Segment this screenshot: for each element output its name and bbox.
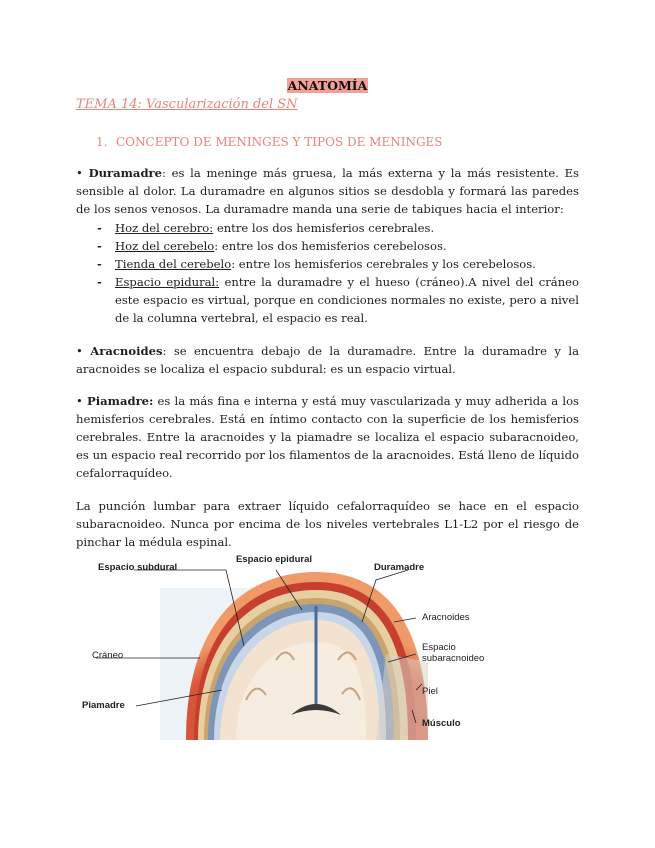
list-item: - Hoz del cerebelo: entre los dos hemisferios cerebelosos. — [96, 237, 579, 255]
label-aracnoides: Aracnoides — [422, 612, 470, 623]
meninges-diagram — [76, 550, 516, 740]
label-piamadre: Piamadre — [82, 700, 125, 711]
page-title: ANATOMÍA — [287, 78, 368, 93]
list-item: - Espacio epidural: entre la duramadre y el hueso (cráneo).A nivel del cráneo este espacio es virtual, porque en condiciones normales no existe, pero a nivel de la columna vertebral, el espacio es real. — [96, 273, 579, 327]
aracnoides-term: Aracnoides — [90, 344, 163, 358]
duramadre-term: Duramadre — [88, 166, 163, 180]
list-item: - Tienda del cerebelo: entre los hemisferios cerebrales y los cerebelosos. — [96, 255, 579, 273]
piamadre-term: Piamadre: — [87, 394, 154, 408]
label-craneo: Cráneo — [92, 650, 124, 661]
aracnoides-paragraph: • Aracnoides: se encuentra debajo de la duramadre. Entre la duramadre y la aracnoides se localiza el espacio subdural: es un espacio virtual. — [76, 344, 580, 376]
duramadre-list — [96, 219, 579, 327]
label-musculo: Músculo — [422, 718, 461, 729]
label-piel: Piel — [422, 686, 438, 697]
section-heading: 1. CONCEPTO DE MENINGES Y TIPOS DE MENINGES — [96, 135, 443, 149]
puncion-paragraph: La punción lumbar para extraer líquido cefalorraquídeo se hace en el espacio subaracnoideo. Nunca por encima de los niveles vertebrales L1-L2 por el riesgo de pinchar la médula espinal. — [76, 499, 579, 549]
list-item: - Hoz del cerebro: entre los dos hemisferios cerebrales. — [96, 219, 579, 237]
label-espacio-subaracnoideo: Espacio subaracnoideo — [422, 642, 485, 664]
duramadre-paragraph: • Duramadre: es la meninge más gruesa, la más externa y la más resistente. Es sensible al dolor. La duramadre en algunos sitios se desdobla y formará las paredes de los senos venosos. La duramadre manda una serie de tabiques hacia el interior: — [76, 166, 580, 216]
label-espacio-epidural: Espacio epidural — [236, 554, 313, 565]
piamadre-paragraph: • Piamadre: es la más fina e interna y está muy vascularizada y muy adherida a los hemisferios cerebrales. Está en íntimo contacto con la superficie de los hemisferios cerebrales. Entre la aracnoides y la piamadre se localiza el espacio subaracnoideo, es un espacio real recorrido por los filamentos de la aracnoides. Está lleno de líquido cefalorraquídeo. — [76, 394, 579, 480]
label-duramadre: Duramadre — [374, 562, 425, 573]
topic-subtitle: TEMA 14: Vascularización del SN — [76, 97, 298, 112]
label-espacio-subdural: Espacio subdural — [98, 562, 178, 573]
